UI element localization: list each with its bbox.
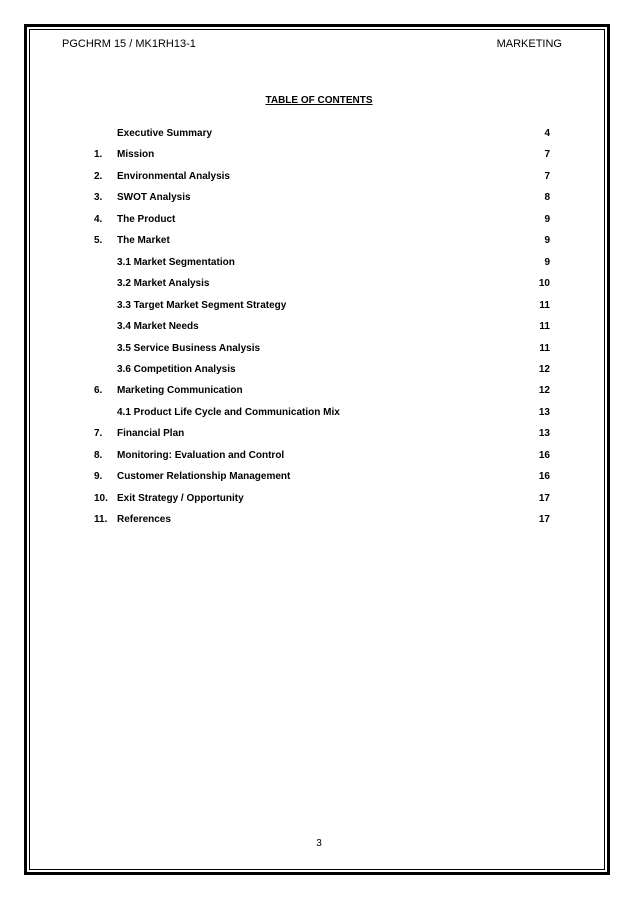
toc-entry-label: The Product xyxy=(117,213,176,225)
toc-entry-number: 7. xyxy=(94,428,103,440)
toc-entry-page: 7 xyxy=(544,149,550,161)
toc-entry-number: 10. xyxy=(94,492,108,504)
toc-entry-label: Monitoring: Evaluation and Control xyxy=(117,449,285,461)
toc-entry-page: 12 xyxy=(538,385,550,397)
toc-entry[interactable] xyxy=(0,321,638,337)
toc-entry-page: 11 xyxy=(539,342,550,354)
toc-entry[interactable] xyxy=(0,214,638,230)
toc-entry-number: 4. xyxy=(94,213,103,225)
toc-entry-page: 12 xyxy=(538,363,550,375)
toc-entry-number: 6. xyxy=(94,385,103,397)
toc-entry[interactable] xyxy=(0,450,638,466)
toc-entry[interactable] xyxy=(0,428,638,444)
toc-entry-page: 11 xyxy=(539,299,550,311)
toc-entry[interactable] xyxy=(0,300,638,316)
toc-entry-number: 9. xyxy=(94,471,103,483)
toc-entry-page: 13 xyxy=(538,428,550,440)
toc-entry-page: 8 xyxy=(544,192,550,204)
toc-entry-label: 3.3 Target Market Segment Strategy xyxy=(117,299,287,311)
toc-entry-page: 17 xyxy=(538,492,550,504)
toc-entry-label: 3.2 Market Analysis xyxy=(117,278,210,290)
toc-entry-label: References xyxy=(117,514,171,526)
toc-entry[interactable] xyxy=(0,128,638,144)
toc-entry-label: 3.1 Market Segmentation xyxy=(117,256,235,268)
toc-entry-page: 16 xyxy=(538,449,550,461)
toc-entry-number: 3. xyxy=(94,192,103,204)
page-number: 3 xyxy=(316,838,322,849)
toc-entry-label: Environmental Analysis xyxy=(117,170,230,182)
toc-entry[interactable] xyxy=(0,514,638,530)
toc-entry[interactable] xyxy=(0,192,638,208)
toc-entry-label: 3.5 Service Business Analysis xyxy=(117,342,261,354)
toc-entry-label: Financial Plan xyxy=(117,428,185,440)
toc-entry-number: 2. xyxy=(94,170,103,182)
toc-title-text: TABLE OF CONTENTS xyxy=(265,95,373,106)
toc-entry[interactable] xyxy=(0,493,638,509)
toc-entry-number: 8. xyxy=(94,449,103,461)
toc-entry-number: 5. xyxy=(94,235,103,247)
toc-entry-label: Mission xyxy=(117,149,155,161)
toc-entry-page: 17 xyxy=(538,514,550,526)
toc-entry-page: 9 xyxy=(544,256,550,268)
toc-entry-number: 11. xyxy=(94,514,108,526)
toc-entry[interactable] xyxy=(0,171,638,187)
header-course-code: PGCHRM 15 / MK1RH13-1 xyxy=(62,38,196,50)
toc-entry-label: Marketing Communication xyxy=(117,385,243,397)
toc-entry-page: 16 xyxy=(538,471,550,483)
toc-entry[interactable] xyxy=(0,278,638,294)
toc-entry-label: Customer Relationship Management xyxy=(117,471,291,483)
toc-entry[interactable] xyxy=(0,343,638,359)
toc-entry-label: Executive Summary xyxy=(117,128,213,139)
toc-entry[interactable] xyxy=(0,364,638,380)
toc-entry-page: 7 xyxy=(544,170,550,182)
toc-entry-page: 4 xyxy=(544,128,550,139)
toc-entry-label: The Market xyxy=(117,235,170,247)
toc-entry[interactable] xyxy=(0,471,638,487)
toc-entry[interactable] xyxy=(0,235,638,251)
toc-entry-page: 10 xyxy=(538,278,550,290)
toc-entry-number: 1. xyxy=(94,149,103,161)
toc-entry[interactable] xyxy=(0,385,638,401)
toc-entry[interactable] xyxy=(0,149,638,165)
toc-entry-page: 13 xyxy=(538,406,550,418)
header-subject: MARKETING xyxy=(496,38,562,50)
toc-entry-page: 9 xyxy=(544,235,550,247)
toc-entry-page: 9 xyxy=(544,213,550,225)
toc-entry-label: Exit Strategy / Opportunity xyxy=(117,492,244,504)
toc-title xyxy=(0,95,638,106)
toc-entry-label: 3.4 Market Needs xyxy=(117,321,199,333)
toc-entry-label: SWOT Analysis xyxy=(117,192,191,204)
toc-entry-label: 3.6 Competition Analysis xyxy=(117,363,236,375)
toc-entry-label: 4.1 Product Life Cycle and Communication Mix xyxy=(117,406,340,418)
toc-entry[interactable] xyxy=(0,407,638,423)
toc-entry[interactable] xyxy=(0,257,638,273)
toc-entry-page: 11 xyxy=(539,321,550,333)
